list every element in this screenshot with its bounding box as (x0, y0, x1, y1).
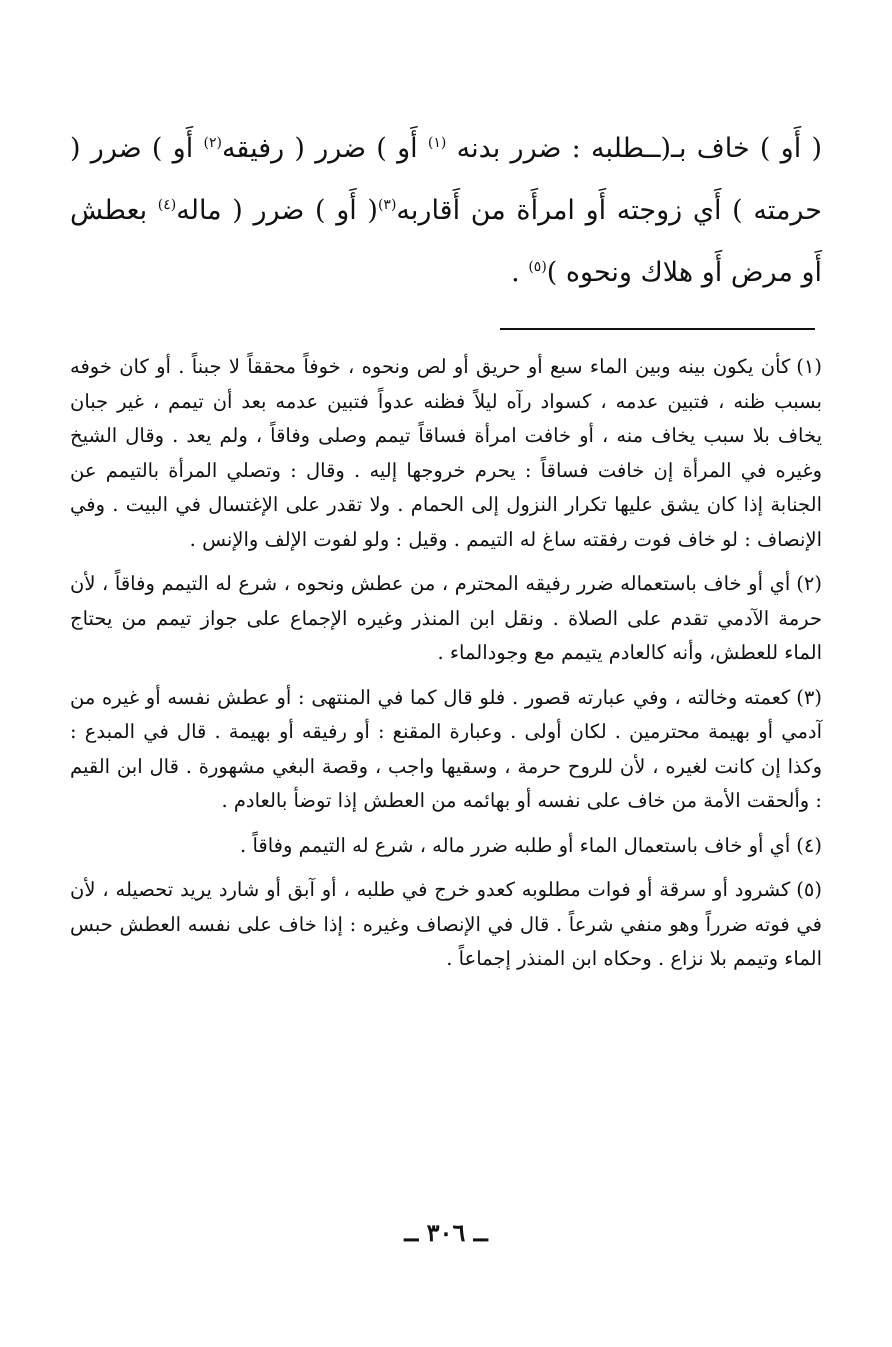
footnote-number: (١) (796, 355, 822, 378)
footnote-separator (500, 328, 815, 330)
footnote-number: (٣) (796, 685, 822, 709)
footnote (70, 350, 822, 557)
footnote (70, 681, 822, 819)
footnote-marker[interactable]: (١) (427, 135, 447, 151)
footnote-number: (٥) (796, 878, 822, 901)
footnote-text: أي أو خاف باستعماله ضرر رفيقه المحترم ، من عطش ونحوه ، شرع له التيمم وفاقاً ، لأن حرمة الآدمي تقدم على الصلاة . ونقل ابن المنذر وغيره الإجماع على جواز تيمم من يحتاج الماء للعطش، وأنه كالعادم يتيمم مع وجودالماء . (70, 572, 822, 664)
footnotes (70, 350, 822, 987)
footnote-text: كعمته وخالته ، وفي عبارته قصور . فلو قال كما في المنتهى : أو عطش نفسه أو غيره من آدمي أو بهيمة محترمين . لكان أولى . وعبارة المقنع : أو رفيقه أو بهيمة . قال في المبدع : وكذا إن كانت لغيره ، لأن للروح حرمة ، وسقيها واجب ، وقصة البغي مشهورة . قال ابن القيم : وألحقت الأمة من خاف على نفسه أو بهائمه من العطش إذا توضأ بالعادم . (70, 685, 822, 812)
main-text-segment: ( أَو ) خاف بـ(ــطلبه : ضرر بدنه (446, 133, 822, 164)
footnote-number: (٤) (796, 833, 822, 857)
footnote-number: (٢) (796, 572, 822, 595)
main-text-segment: أَو ) ضرر ( حرمته ) أَي زوجته أَو امرأَة من أَقاربه (70, 133, 822, 226)
main-text-segment: أَو ) ضرر ( رفيقه (221, 133, 428, 164)
footnote-marker[interactable]: (٣) (377, 197, 397, 213)
footnote (70, 829, 822, 864)
footnote-text: أي أو خاف باستعمال الماء أو طلبه ضرر ماله ، شرع له التيمم وفاقاً . (240, 833, 791, 857)
main-text-segment: ( أَو ) ضرر ( ماله (176, 195, 378, 226)
page-number: ــ ٣٠٦ ــ (404, 1218, 488, 1247)
footnote (70, 873, 822, 977)
footnote-text: كشرود أو سرقة أو فوات مطلوبه كعدو خرج في طلبه ، أو آبق أو شارد يريد تحصيله ، لأن في فوته ضرراً وهو منفي شرعاً . قال في الإنصاف وغيره : إذا خاف على نفسه العطش حبس الماء وتيمم بلا نزاع . وحكاه ابن المنذر إجماعاً . (70, 878, 822, 970)
footnote-marker[interactable]: (٤) (157, 197, 177, 213)
footnote-text: كأن يكون بينه وبين الماء سبع أو حريق أو لص ونحوه ، خوفاً محققاً لا جبناً . أو كان خوفه بسبب ظنه ، فتبين عدمه ، كسواد رآه ليلاً فظنه عدواً فتبين عدمه بعد أن تيمم ، غير جبان يخاف بلا سبب يخاف منه ، أو خافت امرأة فساقاً تيمم وصلى وفاقاً ، ولم يعد . وقال الشيخ وغيره في المرأة إن خافت فساقاً : يحرم خروجها إليه . وقال : وتصلي المرأة بالتيمم عن الجنابة إذا كان يشق عليها تكرار النزول إلى الحمام . ولا تقدر على الإغتسال في البيت . وفي الإنصاف : لو خاف فوت رفقته ساغ له التيمم . وقيل : ولو لفوت الإلف والإنس . (70, 355, 822, 551)
footnote (70, 567, 822, 671)
main-text-segment: بعطش أَو مرض أَو هلاك ونحوه ) (70, 195, 822, 288)
main-text (70, 118, 822, 304)
footnote-marker[interactable]: (٢) (203, 135, 222, 151)
main-paragraph (70, 118, 822, 304)
footnote-marker[interactable]: (٥) (528, 259, 547, 275)
main-text-segment: . (511, 257, 529, 288)
